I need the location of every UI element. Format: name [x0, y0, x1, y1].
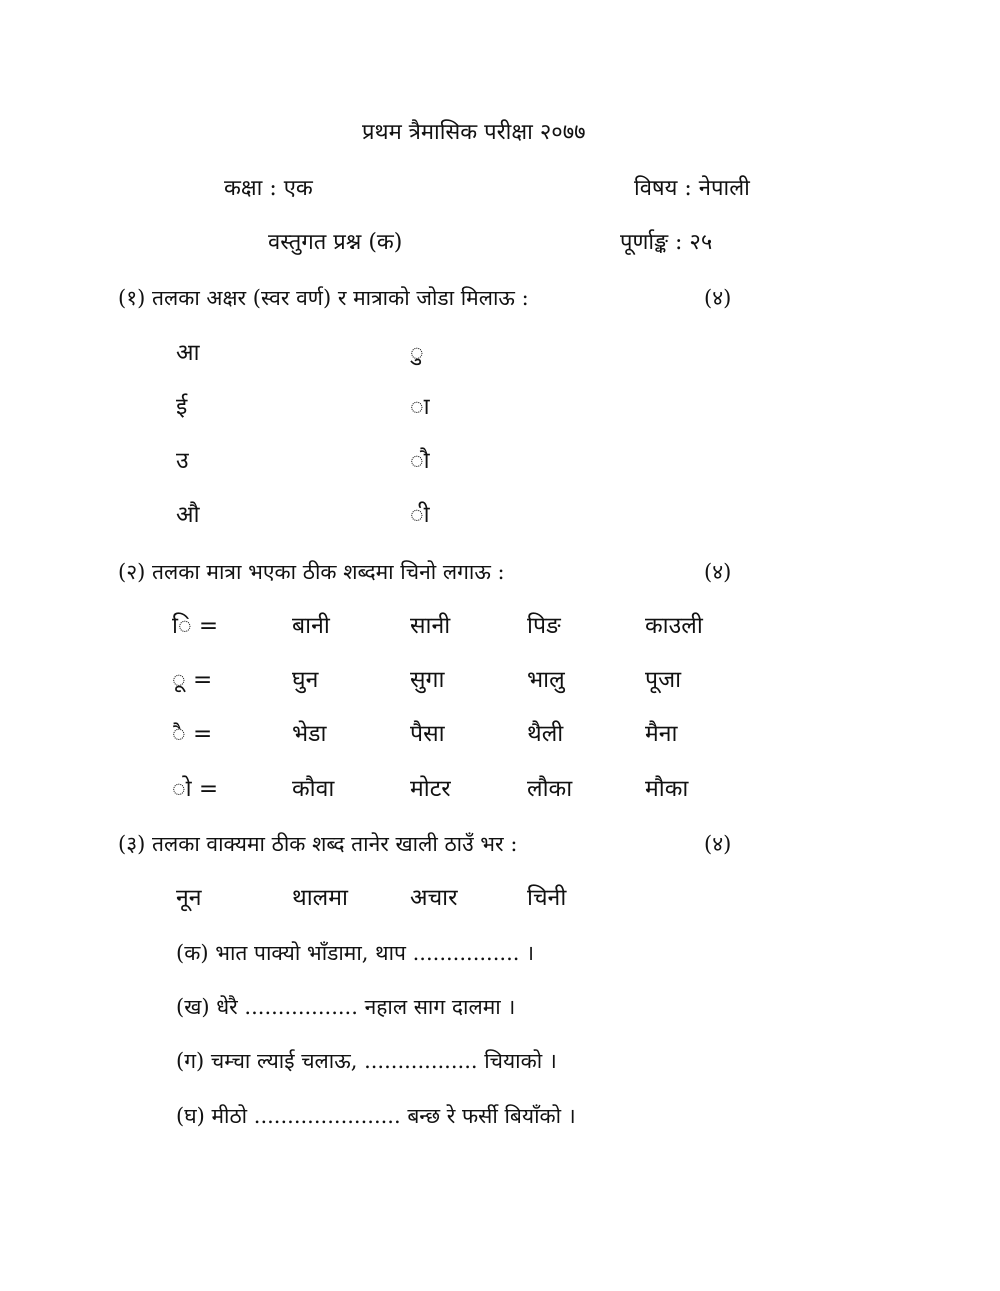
q2-sign: ि = — [172, 613, 219, 639]
q3-word-chip[interactable]: नून — [176, 885, 202, 911]
q3-sentence[interactable]: (ख) धेरै ................. नहाल साग दालमा । — [176, 995, 516, 1019]
q2-word-option[interactable]: घुन — [292, 667, 319, 693]
q2-word-option[interactable]: मैना — [645, 721, 678, 747]
q2-question: (२) तलका मात्रा भएका ठीक शब्दमा चिनो लगाऊ : — [118, 560, 505, 584]
exam-title: प्रथम त्रैमासिक परीक्षा २०७७ — [362, 120, 586, 145]
q1-sign[interactable]: ौ — [410, 448, 430, 474]
q2-word-option[interactable]: पिङ — [527, 613, 561, 639]
q3-marks: (४) — [704, 832, 732, 856]
q1-letter[interactable]: आ — [176, 340, 200, 366]
section-label: वस्तुगत प्रश्न (क) — [268, 230, 403, 255]
q2-sign: ू = — [172, 667, 213, 693]
q3-sentence[interactable]: (ग) चम्चा ल्याई चलाऊ, ................. चियाको । — [176, 1049, 557, 1073]
q1-letter[interactable]: औ — [176, 502, 200, 528]
q1-letter[interactable]: ई — [176, 394, 188, 420]
subject-label: विषय : नेपाली — [634, 176, 750, 201]
q2-sign: ै = — [172, 721, 213, 747]
full-marks-label: पूर्णाङ्क : २५ — [620, 230, 713, 255]
q3-question: (३) तलका वाक्यमा ठीक शब्द तानेर खाली ठाउँ भर : — [118, 832, 518, 856]
q2-word-option[interactable]: मोटर — [410, 776, 451, 802]
q2-word-option[interactable]: भालु — [527, 667, 565, 693]
q1-letter[interactable]: उ — [176, 448, 189, 474]
q2-word-option[interactable]: सानी — [410, 613, 451, 639]
q3-word-chip[interactable]: अचार — [410, 885, 458, 911]
q2-word-option[interactable]: बानी — [292, 613, 330, 639]
q2-word-option[interactable]: लौका — [527, 776, 573, 802]
q2-sign: ो = — [172, 776, 219, 802]
q2-word-option[interactable]: थैली — [527, 721, 564, 747]
q2-word-option[interactable]: पूजा — [645, 667, 682, 693]
q3-word-chip[interactable]: चिनी — [527, 885, 567, 911]
q3-word-chip[interactable]: थालमा — [292, 885, 348, 911]
q1-sign[interactable]: ी — [410, 502, 430, 528]
q1-sign[interactable]: ु — [410, 340, 424, 366]
q2-marks: (४) — [704, 560, 732, 584]
q2-word-option[interactable]: काउली — [645, 613, 703, 639]
class-label: कक्षा : एक — [224, 176, 313, 201]
q2-word-option[interactable]: कौवा — [292, 776, 335, 802]
q3-sentence[interactable]: (क) भात पाक्यो भाँडामा, थाप ................ । — [176, 941, 535, 965]
q2-word-option[interactable]: मौका — [645, 776, 689, 802]
q1-sign[interactable]: ा — [410, 394, 430, 420]
q1-question: (१) तलका अक्षर (स्वर वर्ण) र मात्राको जोडा मिलाऊ : — [118, 286, 529, 310]
q2-word-option[interactable]: पैसा — [410, 721, 445, 747]
q2-word-option[interactable]: भेडा — [292, 721, 327, 747]
q2-word-option[interactable]: सुगा — [410, 667, 445, 693]
q3-sentence[interactable]: (घ) मीठो ...................... बन्छ रे फर्सी बियाँको । — [176, 1104, 576, 1128]
q1-marks: (४) — [704, 286, 732, 310]
